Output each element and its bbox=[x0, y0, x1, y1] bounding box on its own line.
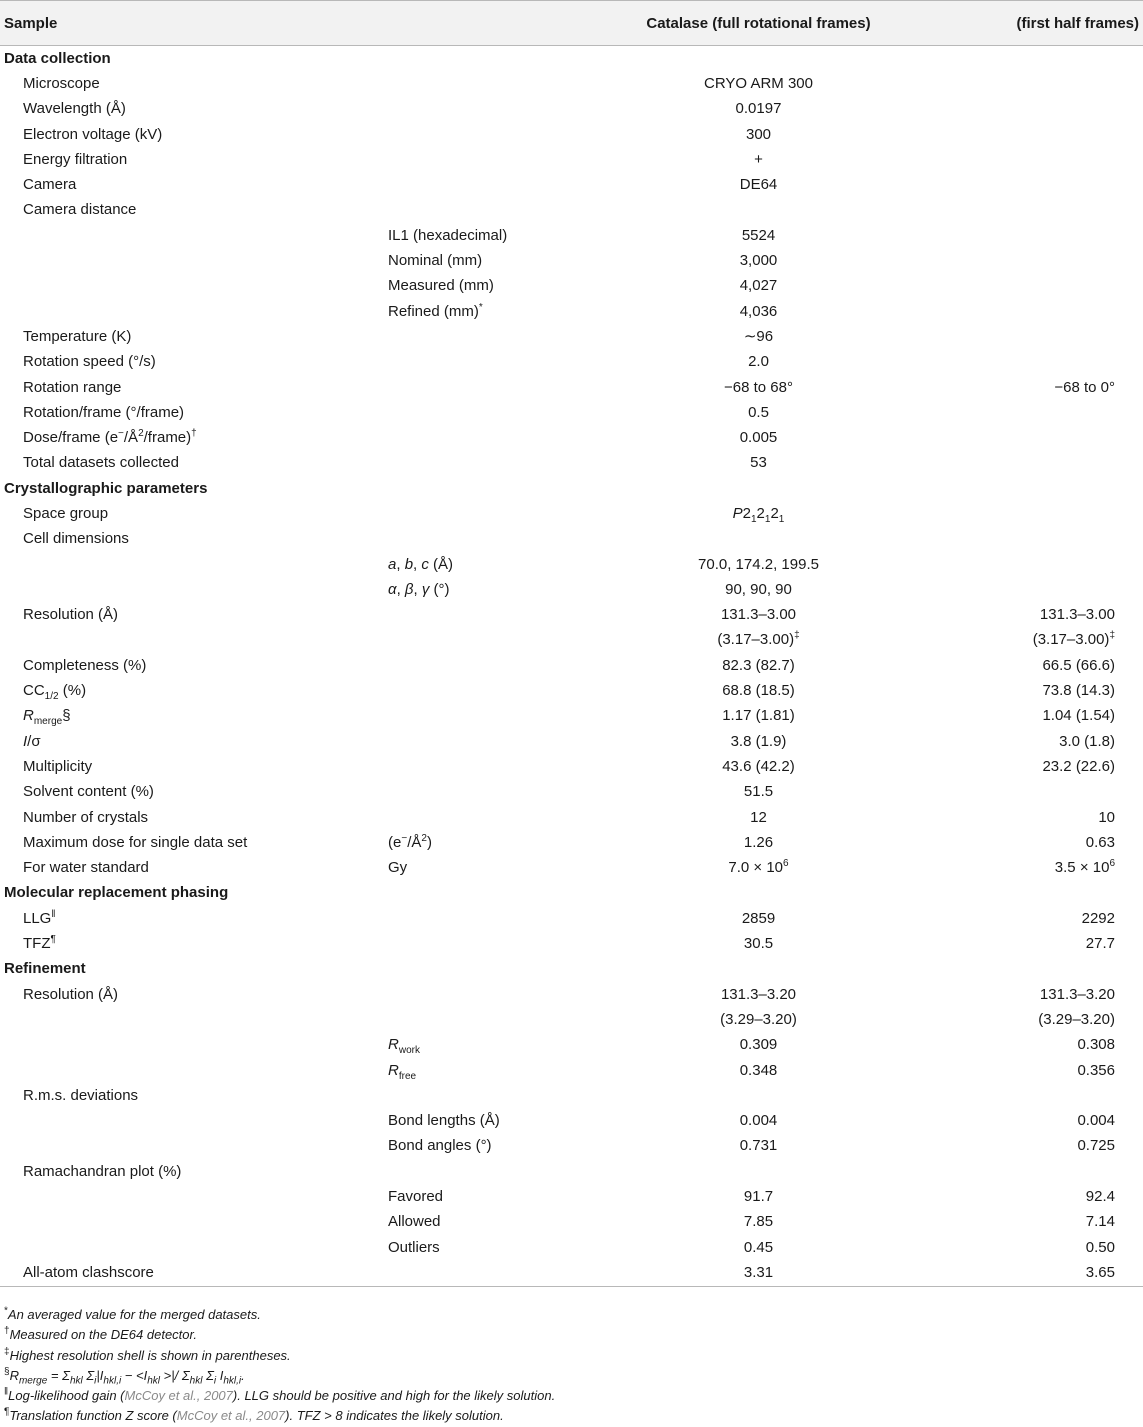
row-label: For water standard bbox=[23, 859, 149, 877]
table-row bbox=[0, 324, 1143, 349]
row-sublabel: Favored bbox=[388, 1188, 444, 1205]
table-row bbox=[0, 198, 1143, 223]
value-half-frames: 7.14 bbox=[1085, 1213, 1115, 1231]
row-label: Camera bbox=[23, 176, 77, 194]
value-half-frames bbox=[917, 299, 1143, 324]
value-full-frames: 4,027 bbox=[739, 277, 778, 295]
table-row bbox=[0, 805, 1143, 830]
row-sublabel bbox=[383, 451, 600, 476]
value-full-frames: 53 bbox=[750, 454, 767, 472]
row-sublabel bbox=[383, 324, 600, 349]
row-label: All-atom clashscore bbox=[0, 1260, 383, 1286]
table-row bbox=[0, 729, 1143, 754]
row-label: $CC_{1/2}$ (%) bbox=[23, 682, 87, 703]
value-half-frames: 0.308 bbox=[1077, 1036, 1115, 1054]
table-row bbox=[0, 1159, 1143, 1184]
value-half-frames: 92.4 bbox=[1085, 1188, 1115, 1205]
row-label: Resolution (Å) bbox=[23, 985, 119, 1003]
row-label bbox=[0, 299, 383, 324]
value-full-frames: 30.5 bbox=[743, 935, 774, 953]
table-row bbox=[0, 603, 1143, 628]
value-full-frames: −68 to 68° bbox=[724, 378, 793, 396]
value-full-frames: 1.26 bbox=[743, 833, 774, 851]
table-row bbox=[0, 1184, 1143, 1209]
row-sublabel bbox=[383, 653, 600, 678]
value-half-frames: 27.7 bbox=[1085, 935, 1115, 953]
value-half-frames bbox=[917, 1083, 1143, 1108]
value-full-frames: 131.3–3.00 bbox=[720, 606, 797, 624]
table-row bbox=[0, 122, 1143, 147]
row-label bbox=[0, 1007, 383, 1032]
header-row bbox=[0, 1, 1143, 46]
row-label: LLG‖ bbox=[23, 908, 56, 927]
value-half-frames bbox=[917, 97, 1143, 122]
value-full-frames: 131.3–3.20 bbox=[720, 985, 797, 1003]
row-label: Electron voltage (kV) bbox=[23, 125, 163, 143]
table-row bbox=[0, 425, 1143, 450]
value-full-frames: 0.348 bbox=[739, 1061, 778, 1079]
table-row bbox=[0, 653, 1143, 678]
table-row bbox=[0, 527, 1143, 552]
table-row bbox=[0, 1235, 1143, 1260]
row-sublabel bbox=[383, 400, 600, 425]
footnote: ‖Log-likelihood gain (McCoy et al., 2007). LLG should be positive and high for the likely solution. bbox=[4, 1386, 556, 1404]
table-row bbox=[0, 501, 1143, 526]
row-sublabel bbox=[383, 906, 600, 931]
value-full-frames bbox=[600, 1159, 917, 1184]
value-full-frames bbox=[600, 1083, 917, 1108]
table-row bbox=[0, 931, 1143, 956]
table-row bbox=[0, 1007, 1143, 1032]
value-half-frames bbox=[917, 501, 1143, 526]
row-sublabel: Allowed bbox=[388, 1213, 441, 1231]
row-label bbox=[0, 1058, 383, 1083]
value-half-frames bbox=[917, 71, 1143, 96]
row-sublabel bbox=[383, 603, 600, 628]
value-full-frames: 0.0197 bbox=[735, 100, 782, 118]
value-half-frames: 131.3–3.00 bbox=[1039, 606, 1115, 624]
row-sublabel bbox=[383, 350, 600, 375]
value-half-frames: 3.0 (1.8) bbox=[1059, 732, 1115, 750]
table-row bbox=[0, 704, 1143, 729]
value-full-frames: 0.731 bbox=[739, 1137, 778, 1155]
value-half-frames bbox=[917, 274, 1143, 299]
table-body bbox=[0, 46, 1143, 1287]
footnote: ¶Translation function Z score (McCoy et al., 2007). TFZ > 8 indicates the likely solution. bbox=[4, 1407, 504, 1424]
value-half-frames bbox=[917, 1159, 1143, 1184]
row-label bbox=[0, 1184, 383, 1209]
row-label bbox=[0, 223, 383, 248]
row-sublabel bbox=[383, 527, 600, 552]
row-sublabel: a, b, c (Å) bbox=[388, 555, 454, 573]
row-label bbox=[0, 1210, 383, 1235]
table-row bbox=[0, 1260, 1143, 1286]
value-full-frames: 90, 90, 90 bbox=[725, 580, 792, 598]
section-heading: Molecular replacement phasing bbox=[4, 884, 229, 902]
value-half-frames: 23.2 (22.6) bbox=[1042, 757, 1115, 775]
section-heading: Refinement bbox=[4, 960, 86, 978]
row-sublabel: Outliers bbox=[388, 1238, 440, 1256]
value-half-frames: 2292 bbox=[1081, 909, 1115, 927]
row-sublabel bbox=[383, 1007, 600, 1032]
table-row bbox=[0, 71, 1143, 96]
value-full-frames: 3.31 bbox=[600, 1260, 917, 1286]
row-sublabel bbox=[383, 678, 600, 703]
row-sublabel bbox=[383, 628, 600, 653]
row-label: Camera distance bbox=[23, 201, 137, 219]
value-half-frames bbox=[917, 425, 1143, 450]
value-half-frames: 73.8 (14.3) bbox=[1042, 682, 1115, 700]
footnote: *An averaged value for the merged datasets. bbox=[4, 1305, 261, 1322]
value-half-frames: 131.3–3.20 bbox=[1039, 985, 1115, 1003]
row-sublabel bbox=[383, 1159, 600, 1184]
value-full-frames: 7.85 bbox=[743, 1213, 774, 1231]
value-half-frames: −68 to 0° bbox=[1054, 378, 1115, 396]
row-sublabel bbox=[383, 147, 600, 172]
row-label bbox=[0, 628, 383, 653]
row-sublabel bbox=[383, 931, 600, 956]
value-full-frames: 0.5 bbox=[748, 403, 769, 421]
value-half-frames bbox=[917, 172, 1143, 197]
row-sublabel bbox=[383, 375, 600, 400]
table-row bbox=[0, 1058, 1143, 1083]
row-label bbox=[0, 577, 383, 602]
value-full-frames: 0.309 bbox=[739, 1036, 778, 1054]
value-half-frames: (3.17–3.00)‡ bbox=[1032, 630, 1115, 649]
footnotes bbox=[4, 1305, 1134, 1427]
row-sublabel: IL1 (hexadecimal) bbox=[388, 226, 508, 244]
value-full-frames: 91.7 bbox=[743, 1188, 774, 1205]
row-label bbox=[0, 1033, 383, 1058]
row-sublabel: Gy bbox=[388, 859, 408, 877]
row-sublabel bbox=[383, 729, 600, 754]
table-row bbox=[0, 780, 1143, 805]
row-sublabel bbox=[383, 754, 600, 779]
row-label: Maximum dose for single data set bbox=[23, 833, 248, 851]
row-label: Completeness (%) bbox=[23, 656, 147, 674]
table-row bbox=[0, 1108, 1143, 1133]
row-label: Rotation/frame (°/frame) bbox=[23, 403, 185, 421]
table-row bbox=[0, 1134, 1143, 1159]
row-label: Solvent content (%) bbox=[23, 783, 154, 801]
row-sublabel: Bond angles (°) bbox=[388, 1137, 492, 1155]
value-half-frames: 0.725 bbox=[1077, 1137, 1115, 1155]
table-row bbox=[0, 172, 1143, 197]
value-full-frames: (3.17–3.00)‡ bbox=[717, 630, 800, 649]
value-half-frames: $3.5 \times 10^6$ bbox=[1054, 858, 1115, 877]
value-full-frames bbox=[600, 198, 917, 223]
table-row bbox=[0, 400, 1143, 425]
row-sublabel bbox=[383, 97, 600, 122]
value-half-frames bbox=[917, 527, 1143, 552]
table-row bbox=[0, 628, 1143, 653]
row-label: Rotation speed (°/s) bbox=[23, 353, 156, 371]
section-row bbox=[0, 881, 1143, 906]
value-half-frames bbox=[917, 780, 1143, 805]
table-row bbox=[0, 906, 1143, 931]
table-row bbox=[0, 754, 1143, 779]
row-label: Space group bbox=[23, 504, 109, 522]
table-row bbox=[0, 299, 1143, 324]
section-heading: Data collection bbox=[4, 49, 111, 67]
row-sublabel: Measured (mm) bbox=[388, 277, 494, 295]
footnote: ‡Highest resolution shell is shown in parentheses. bbox=[4, 1346, 291, 1363]
value-half-frames bbox=[917, 198, 1143, 223]
value-full-frames: 300 bbox=[745, 125, 772, 143]
value-full-frames: 43.6 (42.2) bbox=[722, 757, 795, 775]
row-sublabel: Nominal (mm) bbox=[388, 252, 483, 270]
value-half-frames bbox=[917, 350, 1143, 375]
row-label: R.m.s. deviations bbox=[23, 1086, 139, 1104]
row-sublabel bbox=[383, 71, 600, 96]
row-sublabel: $R_{free}$ bbox=[388, 1061, 417, 1082]
row-sublabel bbox=[383, 425, 600, 450]
value-full-frames bbox=[600, 527, 917, 552]
value-full-frames: 51.5 bbox=[743, 783, 774, 801]
value-full-frames: 82.3 (82.7) bbox=[722, 656, 795, 674]
row-sublabel: Bond lengths (Å) bbox=[388, 1112, 500, 1130]
row-label bbox=[0, 1235, 383, 1260]
table-row bbox=[0, 1210, 1143, 1235]
value-full-frames: 4,036 bbox=[739, 302, 778, 320]
section-row bbox=[0, 957, 1143, 982]
value-full-frames: 2859 bbox=[741, 909, 776, 927]
value-half-frames: 1.04 (1.54) bbox=[1042, 707, 1115, 725]
value-half-frames bbox=[917, 577, 1143, 602]
table-row bbox=[0, 1083, 1143, 1108]
row-label: Rotation range bbox=[23, 378, 122, 396]
row-label bbox=[0, 274, 383, 299]
row-label: I/σ bbox=[23, 732, 41, 750]
row-sublabel bbox=[383, 780, 600, 805]
row-label: Cell dimensions bbox=[23, 530, 129, 548]
value-half-frames bbox=[917, 223, 1143, 248]
table-row bbox=[0, 274, 1143, 299]
row-label bbox=[0, 248, 383, 273]
row-label: Temperature (K) bbox=[23, 327, 132, 345]
value-half-frames bbox=[917, 400, 1143, 425]
row-sublabel: α, β, γ (°) bbox=[388, 580, 450, 598]
row-sublabel bbox=[383, 982, 600, 1007]
row-label: Microscope bbox=[23, 74, 100, 92]
value-full-frames: 70.0, 174.2, 199.5 bbox=[698, 555, 819, 573]
value-full-frames: ∼96 bbox=[743, 327, 774, 345]
row-label bbox=[0, 552, 383, 577]
row-label: TFZ¶ bbox=[23, 934, 56, 953]
row-sublabel bbox=[383, 198, 600, 223]
value-full-frames: CRYO ARM 300 bbox=[704, 74, 813, 92]
table-row bbox=[0, 856, 1143, 881]
row-sublabel: Refined (mm)* bbox=[388, 301, 483, 320]
row-sublabel bbox=[383, 805, 600, 830]
row-label: Energy filtration bbox=[23, 150, 128, 168]
section-heading: Crystallographic parameters bbox=[4, 479, 208, 497]
value-full-frames: $P2_12_12_1$ bbox=[732, 504, 785, 525]
value-half-frames bbox=[917, 451, 1143, 476]
row-label: Total datasets collected bbox=[23, 454, 179, 472]
value-full-frames: 0.45 bbox=[743, 1238, 774, 1256]
value-half-frames: 0.356 bbox=[1077, 1061, 1115, 1079]
table-row bbox=[0, 375, 1143, 400]
table-row bbox=[0, 350, 1143, 375]
table-row bbox=[0, 248, 1143, 273]
row-label: Dose/frame $(e^-/Å^2/frame)^\dagger$ bbox=[23, 428, 197, 447]
value-half-frames: 3.65 bbox=[917, 1260, 1143, 1286]
value-full-frames: 0.005 bbox=[739, 429, 778, 447]
row-sublabel: $R_{work}$ bbox=[388, 1036, 420, 1057]
row-label: $R_{merge}\S$ bbox=[23, 707, 71, 728]
row-label: Wavelength (Å) bbox=[23, 100, 126, 118]
table-row bbox=[0, 552, 1143, 577]
value-half-frames: 10 bbox=[1098, 808, 1115, 826]
value-half-frames bbox=[917, 248, 1143, 273]
value-half-frames: 66.5 (66.6) bbox=[1042, 656, 1115, 674]
table-row bbox=[0, 223, 1143, 248]
table-row bbox=[0, 830, 1143, 855]
footnote: †Measured on the DE64 detector. bbox=[4, 1325, 197, 1343]
table-row bbox=[0, 678, 1143, 703]
value-full-frames: 1.17 (1.81) bbox=[722, 707, 795, 725]
value-full-frames: + bbox=[754, 150, 763, 168]
row-sublabel bbox=[383, 501, 600, 526]
section-row bbox=[0, 46, 1143, 72]
value-full-frames: 0.004 bbox=[739, 1112, 778, 1130]
header-full-frames: Catalase (full rotational frames) bbox=[600, 1, 917, 46]
value-full-frames: 3,000 bbox=[739, 252, 778, 270]
value-half-frames bbox=[917, 147, 1143, 172]
value-full-frames: 5524 bbox=[741, 226, 776, 244]
value-full-frames: DE64 bbox=[739, 176, 778, 194]
value-half-frames: 0.50 bbox=[1085, 1238, 1115, 1256]
table-row bbox=[0, 982, 1143, 1007]
table-row bbox=[0, 97, 1143, 122]
row-sublabel bbox=[383, 1083, 600, 1108]
row-label: Number of crystals bbox=[23, 808, 149, 826]
value-half-frames: (3.29–3.20) bbox=[1038, 1010, 1115, 1028]
row-label: Resolution (Å) bbox=[23, 606, 119, 624]
value-full-frames: (3.29–3.20) bbox=[720, 1010, 797, 1028]
table-header bbox=[0, 1, 1143, 46]
header-sample: Sample bbox=[0, 1, 383, 46]
value-full-frames: 12 bbox=[750, 808, 767, 826]
row-sublabel bbox=[383, 704, 600, 729]
row-sublabel bbox=[383, 1260, 600, 1286]
row-sublabel: $(e^-/Å^2)$ bbox=[388, 832, 432, 851]
table-row bbox=[0, 451, 1143, 476]
value-half-frames: 0.63 bbox=[1085, 833, 1115, 851]
table-row bbox=[0, 577, 1143, 602]
value-full-frames: 3.8 (1.9) bbox=[730, 732, 787, 750]
row-sublabel bbox=[383, 172, 600, 197]
value-full-frames: 2.0 bbox=[748, 353, 769, 371]
value-half-frames bbox=[917, 552, 1143, 577]
header-half-frames: (first half frames) bbox=[917, 1, 1143, 46]
header-blank bbox=[383, 1, 600, 46]
value-half-frames bbox=[917, 122, 1143, 147]
table-row bbox=[0, 147, 1143, 172]
value-half-frames: 0.004 bbox=[1077, 1112, 1115, 1130]
row-label: Ramachandran plot (%) bbox=[23, 1162, 182, 1180]
row-sublabel bbox=[383, 122, 600, 147]
table-row bbox=[0, 1033, 1143, 1058]
value-half-frames bbox=[917, 324, 1143, 349]
value-full-frames: 68.8 (18.5) bbox=[722, 682, 795, 700]
row-label bbox=[0, 1134, 383, 1159]
section-row bbox=[0, 476, 1143, 501]
row-label: Multiplicity bbox=[23, 757, 93, 775]
row-label bbox=[0, 1108, 383, 1133]
footnote: $^\S R_{merge} = \Sigma_{hkl}$ $\Sigma_i|I_{hkl,i} - <I_{hkl}$ >|/ $\Sigma_{hkl}$ $\Sigma_i$ $I_{hkl,i}$. bbox=[4, 1366, 245, 1387]
value-full-frames: $7.0 \times 10^6$ bbox=[728, 858, 789, 877]
